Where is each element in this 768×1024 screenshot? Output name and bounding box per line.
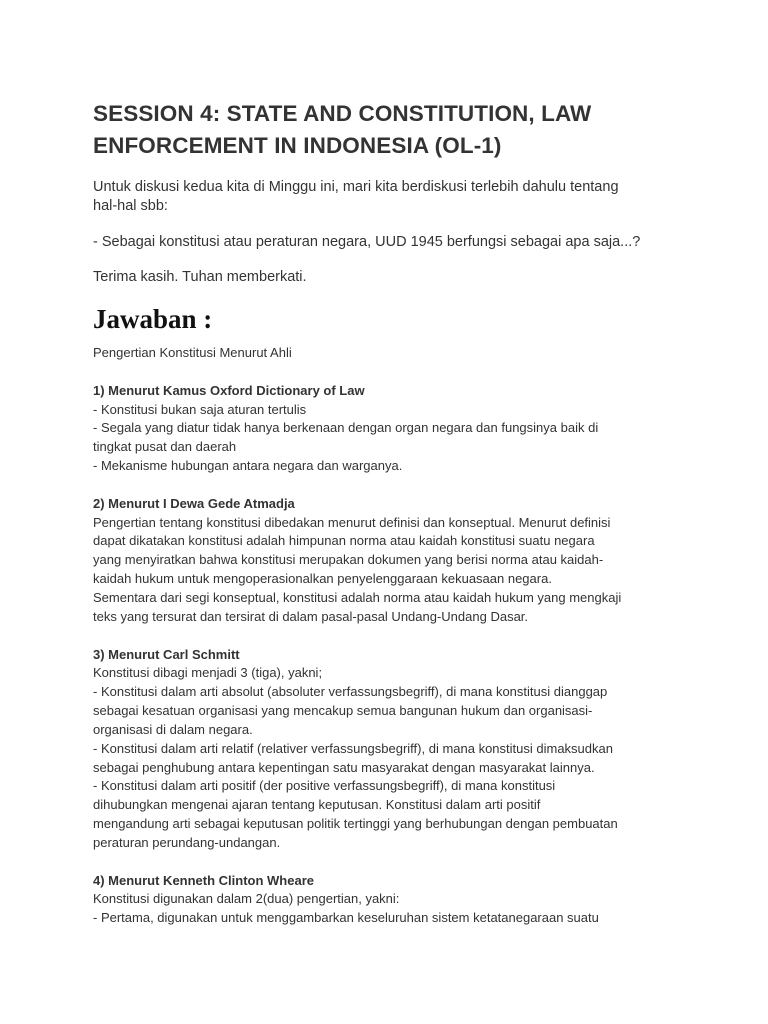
question-line: - Sebagai konstitusi atau peraturan negara, UUD 1945 berfungsi sebagai apa saja...?: [93, 234, 641, 250]
paragraph-gap: [93, 363, 683, 382]
section-line: kaidah hukum untuk mengoperasionalkan penyelenggaraan kekuasaan negara.: [93, 571, 552, 587]
section-heading: 2) Menurut I Dewa Gede Atmadja: [93, 495, 295, 511]
section-line: - Pertama, digunakan untuk menggambarkan keseluruhan sistem ketatanegaraan suatu: [93, 910, 599, 926]
section-line: - Segala yang diatur tidak hanya berkenaan dengan organ negara dan fungsinya baik di: [93, 420, 599, 436]
section-1: [93, 382, 683, 476]
section-line: tingkat pusat dan daerah: [93, 439, 237, 455]
intro-line: hal-hal sbb:: [93, 198, 168, 214]
closing-line: Terima kasih. Tuhan memberkati.: [93, 269, 307, 285]
paragraph-gap: [93, 853, 683, 872]
section-line: Pengertian tentang konstitusi dibedakan menurut definisi dan konseptual. Menurut definisi: [93, 514, 611, 530]
section-heading: 3) Menurut Carl Schmitt: [93, 646, 240, 662]
document-title: [93, 98, 683, 162]
section-line: dihubungkan mengenai ajaran tentang keputusan. Konstitusi dalam arti positif: [93, 797, 541, 813]
section-line: - Konstitusi dalam arti positif (der positive verfassungsbegriff), di mana konstitusi: [93, 778, 556, 794]
section-line: sebagai kesatuan organisasi yang mencakup semua bangunan hukum dan organisasi-: [93, 703, 593, 719]
paragraph-gap: [93, 627, 683, 646]
section-line: sebagai penghubung antara kepentingan satu masyarakat dengan masyarakat lainnya.: [93, 759, 595, 775]
intro-line: Untuk diskusi kedua kita di Minggu ini, mari kita berdiskusi terlebih dahulu tentang: [93, 179, 619, 195]
answer-heading: Jawaban :: [93, 304, 213, 334]
section-heading: 1) Menurut Kamus Oxford Dictionary of Law: [93, 382, 365, 398]
section-heading: 4) Menurut Kenneth Clinton Wheare: [93, 872, 314, 888]
section-line: Sementara dari segi konseptual, konstitusi adalah norma atau kaidah hukum yang mengkaji: [93, 589, 622, 605]
paragraph-gap: [93, 476, 683, 495]
section-2: [93, 495, 683, 627]
closing-paragraph: [93, 268, 683, 287]
section-line: yang menyiratkan bahwa konstitusi merupakan dokumen yang berisi norma atau kaidah-: [93, 552, 604, 568]
section-line: - Konstitusi dalam arti absolut (absoluter verfassungsbegriff), di mana konstitusi dianggap: [93, 684, 608, 700]
section-line: - Konstitusi bukan saja aturan tertulis: [93, 401, 307, 417]
section-line: - Mekanisme hubungan antara negara dan warganya.: [93, 458, 403, 474]
question-paragraph: [93, 233, 683, 252]
section-3: [93, 646, 683, 853]
section-line: teks yang tersurat dan tersirat di dalam pasal-pasal Undang-Undang Dasar.: [93, 608, 529, 624]
section-line: peraturan perundang-undangan.: [93, 834, 281, 850]
section-line: Konstitusi dibagi menjadi 3 (tiga), yakni;: [93, 665, 323, 681]
answer-body: [93, 344, 683, 928]
answer-subtitle: Pengertian Konstitusi Menurut Ahli: [93, 345, 292, 360]
intro-paragraph: [93, 178, 683, 216]
section-line: organisasi di dalam negara.: [93, 721, 253, 737]
section-4: [93, 872, 683, 929]
section-line: dapat dikatakan konstitusi adalah himpunan norma atau kaidah konstitusi suatu negara: [93, 533, 595, 549]
section-line: mengandung arti sebagai keputusan politik tertinggi yang berhubungan dengan pembuatan: [93, 816, 618, 832]
section-line: - Konstitusi dalam arti relatif (relativer verfassungsbegriff), di mana konstitusi dimaksudkan: [93, 740, 613, 756]
title-line: SESSION 4: STATE AND CONSTITUTION, LAW: [93, 101, 592, 126]
document-page: [93, 98, 683, 928]
section-line: Konstitusi digunakan dalam 2(dua) pengertian, yakni:: [93, 891, 400, 907]
title-line: ENFORCEMENT IN INDONESIA (OL-1): [93, 133, 502, 158]
